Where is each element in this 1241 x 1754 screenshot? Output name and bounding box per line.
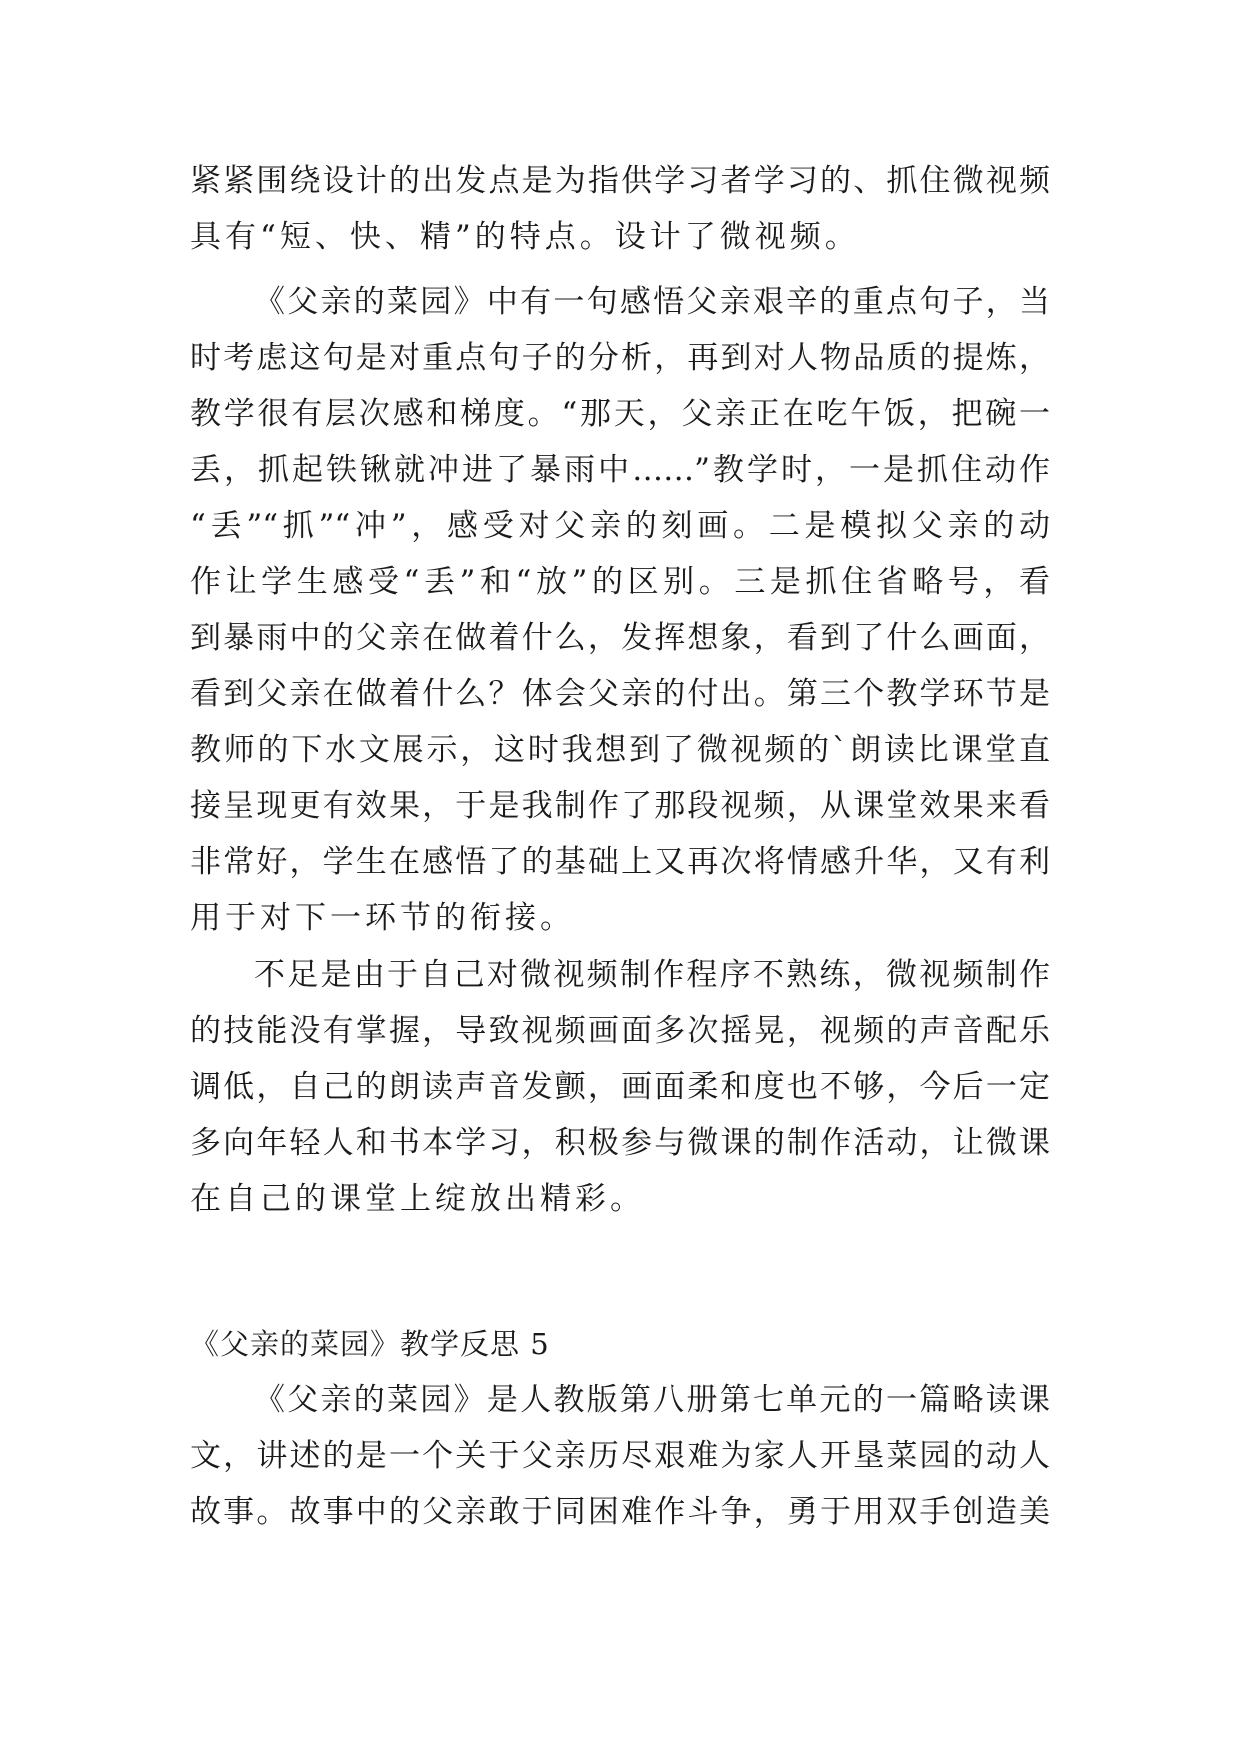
paragraph-line: 到暴雨中的父亲在做着什么，发挥想象，看到了什么画面，	[190, 620, 1050, 656]
paragraph-line: 不足是由于自己对微视频制作程序不熟练，微视频制作	[254, 957, 1050, 993]
paragraph-line: 文，讲述的是一个关于父亲历尽艰难为家人开垦菜园的动人	[190, 1438, 1050, 1474]
paragraph-line: 教师的下水文展示，这时我想到了微视频的`朗读比课堂直	[190, 732, 1050, 768]
paragraph-line: 紧紧围绕设计的出发点是为指供学习者学习的、抓住微视频	[190, 163, 1050, 199]
paragraph-line: “丢”“抓”“冲”，感受对父亲的刻画。二是模拟父亲的动	[190, 508, 1050, 544]
paragraph-line: 具有“短、快、精”的特点。设计了微视频。	[190, 219, 860, 255]
paragraph-line: 时考虑这句是对重点句子的分析，再到对人物品质的提炼，	[190, 340, 1050, 376]
paragraph-line: 《父亲的菜园》中有一句感悟父亲艰辛的重点句子，当	[254, 284, 1050, 320]
paragraph-line: 非常好，学生在感悟了的基础上又再次将情感升华，又有利	[190, 844, 1050, 880]
section-heading: 《父亲的菜园》教学反思 5	[190, 1327, 550, 1361]
paragraph-line: 教学很有层次感和梯度。“那天，父亲正在吃午饭，把碗一	[190, 396, 1050, 432]
paragraph-line: 接呈现更有效果，于是我制作了那段视频，从课堂效果来看	[190, 788, 1050, 824]
paragraph-line: 故事。故事中的父亲敢于同困难作斗争，勇于用双手创造美	[190, 1494, 1050, 1530]
paragraph-line: 作让学生感受“丢”和“放”的区别。三是抓住省略号，看	[190, 564, 1050, 600]
paragraph-line: 看到父亲在做着什么？体会父亲的付出。第三个教学环节是	[190, 676, 1050, 712]
paragraph-line: 用于对下一环节的衔接。	[190, 900, 575, 936]
paragraph-line: 在自己的课堂上绽放出精彩。	[190, 1181, 645, 1217]
paragraph-line: 多向年轻人和书本学习，积极参与微课的制作活动，让微课	[190, 1125, 1050, 1161]
paragraph-line: 丢，抓起铁锹就冲进了暴雨中……”教学时，一是抓住动作	[190, 452, 1050, 488]
paragraph-line: 调低，自己的朗读声音发颤，画面柔和度也不够，今后一定	[190, 1069, 1050, 1105]
paragraph-line: 的技能没有掌握，导致视频画面多次摇晃，视频的声音配乐	[190, 1013, 1050, 1049]
paragraph-line: 《父亲的菜园》是人教版第八册第七单元的一篇略读课	[254, 1382, 1050, 1418]
